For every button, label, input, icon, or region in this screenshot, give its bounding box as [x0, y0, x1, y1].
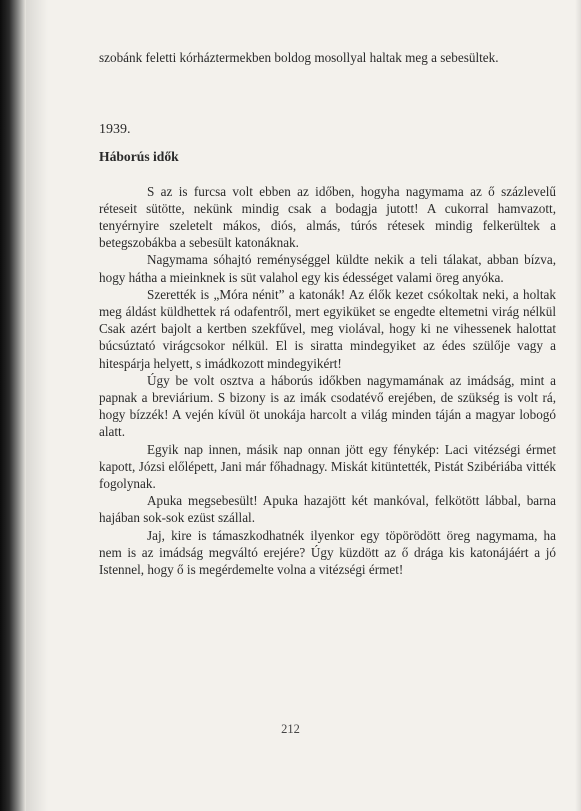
- page-text: [99, 49, 556, 578]
- paragraph-2: Nagymama sóhajtó reménységgel küldte nekik a teli tálakat, abban bízva, hogy hátha a mieinknek is süt valahol egy kis édességet valami öreg anyóka.: [99, 252, 556, 285]
- book-spine-shadow: [0, 0, 26, 811]
- paragraph-5: Egyik nap innen, másik nap onnan jött egy fénykép: Laci vitézségi érmet kapott, Józsi előlépett, Jani már főhadnagy. Miskát kitüntették, Pistát Szibériába vitték fogolynak.: [99, 441, 556, 492]
- gutter-shade: [26, 0, 48, 811]
- section-body: [99, 183, 556, 579]
- intro-paragraph: szobánk feletti kórháztermekben boldog mosollyal haltak meg a sebesültek.: [99, 50, 499, 65]
- page-edge: [575, 0, 581, 811]
- paragraph-1: S az is furcsa volt ebben az időben, hogyha nagymama az ő százlevelű réteseit sütötte, nekünk mindig csak a bodagja jutott! A cukorral hamvazott, tenyérnyire szeletelt mákos, diós, almás, túrós rétesek mindig felkerültek a betegszobákba a sebesült katonáknak.: [99, 183, 556, 251]
- paragraph-7: Jaj, kire is támaszkodhatnék ilyenkor egy töpörödött öreg nagymama, ha nem is az imádság megváltó erejére? Úgy küzdött az ő drága kis katonájáért a jó Istennel, hogy ő is megérdemelte volna a vitézségi érmet!: [99, 527, 556, 578]
- section-year: 1939.: [99, 122, 131, 138]
- section-title: Háborús idők: [99, 149, 179, 165]
- paragraph-4: Úgy be volt osztva a háborús időkben nagymamának az imádság, mint a papnak a breviárium. S bizony is az imák csodatévő erejében, de szükség is volt rá, hogy bízzék! A vején kívül öt unokája harcolt a világ minden táján a magyar lobogó alatt.: [99, 372, 556, 440]
- paragraph-6: Apuka megsebesült! Apuka hazajött két mankóval, felkötött lábbal, barna hajában sok-sok ezüst szállal.: [99, 493, 556, 526]
- page-number: 212: [281, 722, 300, 736]
- paragraph-3: Szerették is „Móra nénit” a katonák! Az élők kezet csókoltak neki, a holtak meg áldást küldhettek rá odafentről, mert egyiküket se engedte eltemetni virág nélkül Csak azért bajolt a kertben szekfűvel, meg violával, hogy ki ne vihessenek halottat búcsúztató virágcsokor nélkül. El is siratta mindegyiket az édes szülője vagy a hitespárja helyett, s imádkozott mindegyikért!: [99, 286, 556, 371]
